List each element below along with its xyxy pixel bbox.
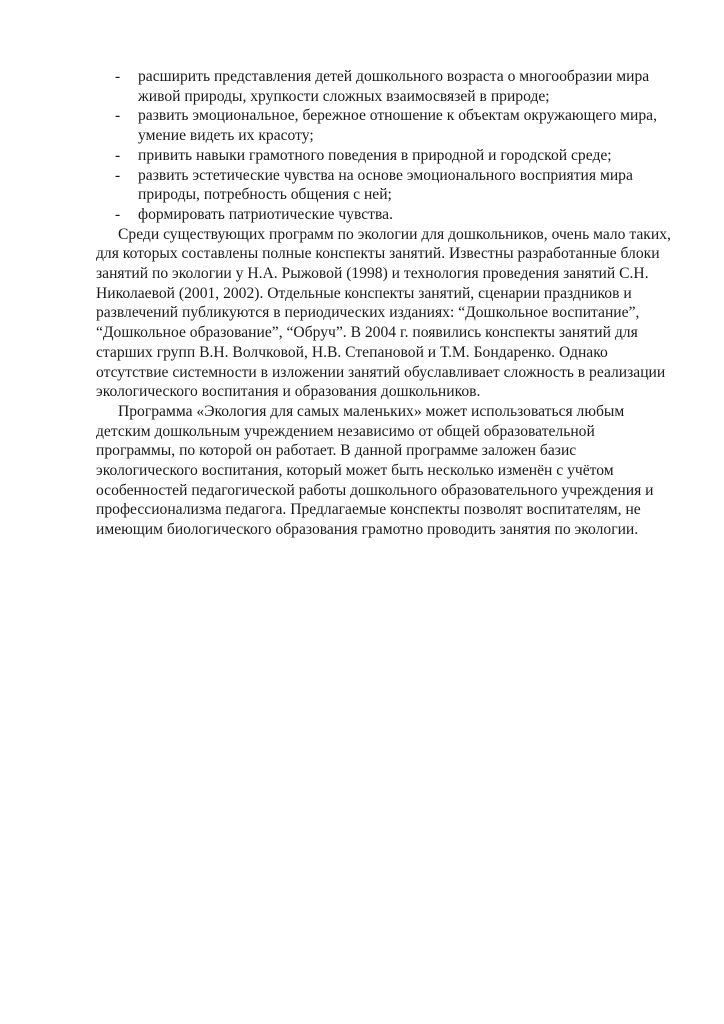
list-item-text: развить эмоциональное, бережное отношение к объектам окружающего мира, умение видеть их красоту;: [138, 107, 657, 145]
list-item-text: развить эстетические чувства на основе эмоционального восприятия мира природы, потребность общения с ней;: [138, 166, 633, 204]
document-body: [96, 67, 676, 540]
list-item-text: привить навыки грамотного поведения в природной и городской среде;: [138, 146, 612, 164]
bullet-marker: -: [115, 166, 121, 184]
bullet-marker: -: [115, 107, 121, 125]
list-item: [96, 205, 676, 225]
list-item: [96, 67, 676, 106]
bullet-marker: -: [115, 146, 121, 164]
paragraph-program-description: Программа «Экология для самых маленьких» может использоваться любым детским дошкольным учреждением независимо от общей образовательной программы, по которой он работает. В данной программе заложен базис экологического воспитания, который может быть несколько изменён с учётом особенностей педагогической работы дошкольного образовательного учреждения и профессионализма педагога. Предлагаемые конспекты позволят воспитателям, не имеющим биологического образования грамотно проводить занятия по экологии.: [96, 402, 654, 539]
list-item: [96, 166, 676, 205]
bullet-marker: -: [115, 68, 121, 85]
paragraph-existing-programs: Среди существующих программ по экологии для дошкольников, очень мало таких, для которых составлены полные конспекты занятий. Известны разработанные блоки занятий по экологии у Н.А. Рыжовой (1998) и технология проведения занятий С.Н. Николаевой (2001, 2002). Отдельные конспекты занятий, сценарии праздников и развлечений публикуются в периодических изданиях: “Дошкольное воспитание”, “Дошкольное образование”, “Обруч”. В 2004 г. появились конспекты занятий для старших групп В.Н. Волчковой, Н.В. Степановой и Т.М. Бондаренко. Однако отсутствие системности в изложении занятий обуславливает сложность в реализации экологического воспитания и образования дошкольников.: [96, 225, 671, 401]
goals-list: [96, 67, 676, 225]
list-item: [96, 106, 676, 145]
list-item-text: формировать патриотические чувства.: [138, 205, 393, 223]
list-item-text: расширить представления детей дошкольного возраста о многообразии мира живой природы, хрупкости сложных взаимосвязей в природе;: [138, 68, 650, 105]
list-item: [96, 146, 676, 166]
bullet-marker: -: [115, 205, 121, 223]
